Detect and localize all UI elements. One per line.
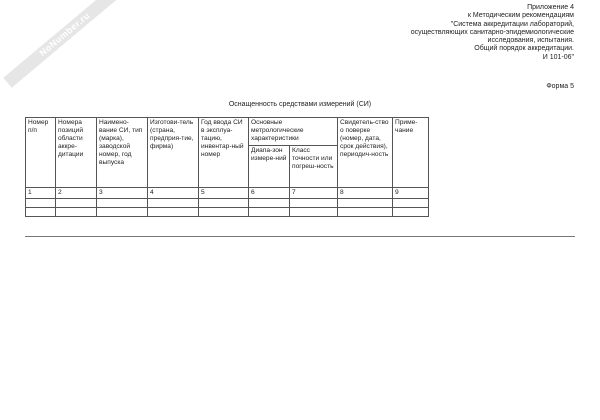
table-cell xyxy=(338,208,393,217)
watermark: NoNumber.ru xyxy=(3,0,126,88)
column-number: 2 xyxy=(56,188,97,199)
col-header-manufacturer: Изготови-тель (страна, предприя-тие, фирма) xyxy=(148,118,199,188)
header-line: осуществляющих санитарно-эпидемиологические xyxy=(410,28,574,36)
document-title: Оснащенность средствами измерений (СИ) xyxy=(228,101,372,108)
header-line: к Методическим рекомендациям xyxy=(467,12,574,20)
header-line: И 101-06" xyxy=(542,53,574,61)
col-header-note: Приме-чание xyxy=(393,118,429,188)
column-number: 8 xyxy=(338,188,393,199)
header-line: "Система аккредитации лабораторий, xyxy=(450,20,574,28)
table-row xyxy=(26,208,429,217)
col-header-year: Год ввода СИ в эксплуа-тацию, инвентар-ный номер xyxy=(199,118,249,188)
col-header-number: Номер п/п xyxy=(26,118,56,188)
col-header-accuracy: Класс точности или погреш-ность xyxy=(290,146,338,188)
table-cell xyxy=(393,199,429,208)
table-cell xyxy=(290,208,338,217)
column-number: 1 xyxy=(26,188,56,199)
table-cell xyxy=(56,199,97,208)
col-header-range: Диапа-зон измере-ний xyxy=(249,146,290,188)
header-line: исследования, испытания. xyxy=(487,37,574,45)
col-header-name: Наимено-вание СИ, тип (марка), заводской номер, год выпуска xyxy=(97,118,148,188)
table-cell xyxy=(393,208,429,217)
table-cell xyxy=(97,208,148,217)
column-number: 3 xyxy=(97,188,148,199)
header-line: Общий порядок аккредитации. xyxy=(474,45,574,53)
appendix-header xyxy=(411,4,574,62)
table-cell xyxy=(26,208,56,217)
table-cell xyxy=(26,199,56,208)
column-number: 5 xyxy=(199,188,249,199)
col-header-positions: Номера позиций области аккре-дитации xyxy=(56,118,97,188)
table-cell xyxy=(290,199,338,208)
column-number-row xyxy=(26,188,429,199)
table-row xyxy=(26,199,429,208)
table-cell xyxy=(199,208,249,217)
equipment-table xyxy=(25,117,429,217)
table-cell xyxy=(56,208,97,217)
table-cell xyxy=(249,199,290,208)
table-cell xyxy=(249,208,290,217)
column-number: 4 xyxy=(148,188,199,199)
form-label: Форма 5 xyxy=(546,83,574,90)
header-line: Приложение 4 xyxy=(527,4,574,11)
column-number: 7 xyxy=(290,188,338,199)
table-cell xyxy=(199,199,249,208)
table-cell xyxy=(97,199,148,208)
column-number: 6 xyxy=(249,188,290,199)
table-cell xyxy=(148,208,199,217)
table-cell xyxy=(148,199,199,208)
divider-line xyxy=(25,236,575,237)
col-header-metrology-group: Основные метрологические характеристики xyxy=(249,118,338,146)
col-header-certificate: Свидетель-ство о поверке (номер, дата, срок действия), периодич-ность xyxy=(338,118,393,188)
column-number: 9 xyxy=(393,188,429,199)
table-cell xyxy=(338,199,393,208)
